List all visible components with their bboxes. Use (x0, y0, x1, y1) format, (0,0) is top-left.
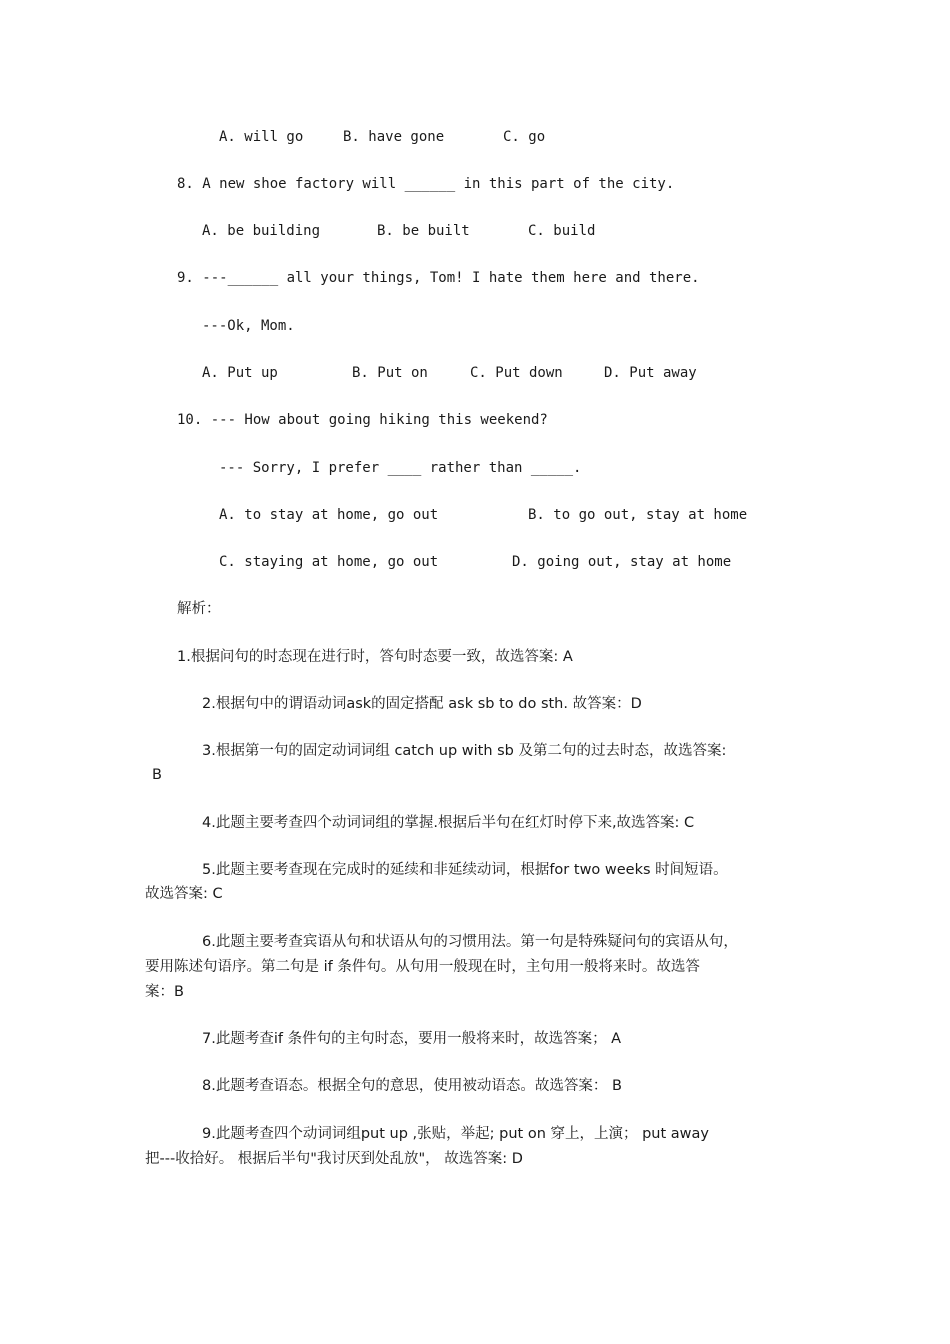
q10-option-a: A. to stay at home, go out (219, 507, 439, 523)
analysis-item-9-line-2: 把---收拾好。 根据后半句"我讨厌到处乱放"， 故选答案: D (145, 1151, 523, 1167)
q9-option-d: D. Put away (604, 365, 697, 381)
analysis-item-8: 8.此题考查语态。根据全句的意思，使用被动语态。故选答案： B (202, 1078, 622, 1094)
q8-option-b: B. be built (377, 223, 470, 239)
analysis-item-4: 4.此题主要考查四个动词词组的掌握.根据后半句在红灯时停下来,故选答案: C (202, 815, 695, 831)
q9-option-c: C. Put down (470, 365, 563, 381)
analysis-item-1: 1.根据问句的时态现在进行时，答句时态要一致，故选答案: A (177, 649, 573, 665)
q8-option-a: A. be building (202, 223, 321, 239)
analysis-item-7: 7.此题考查if 条件句的主句时态，要用一般将来时，故选答案； A (202, 1031, 622, 1047)
analysis-item-2: 2.根据句中的谓语动词ask的固定搭配 ask sb to do sth. 故答案：D (202, 696, 642, 712)
analysis-item-5-line-1: 5.此题主要考查现在完成时的延续和非延续动词，根据for two weeks 时间短语。 (202, 862, 728, 878)
analysis-item-6-line-3: 案：B (145, 984, 184, 1000)
q8-option-c: C. build (528, 223, 596, 239)
analysis-heading: 解析： (177, 601, 221, 617)
q10-stem: 10. --- How about going hiking this weekend? (177, 412, 548, 428)
analysis-item-3-line-1: 3.根据第一句的固定动词词组 catch up with sb 及第二句的过去时态，故选答案: (202, 743, 727, 759)
q9-option-a: A. Put up (202, 365, 278, 381)
analysis-item-5-line-2: 故选答案: C (145, 886, 223, 902)
q9-stem: 9. ---______ all your things, Tom! I hate them here and there. (177, 270, 700, 286)
q7-option-c: C. go (503, 129, 546, 145)
q9-reply: ---Ok, Mom. (202, 318, 295, 334)
analysis-item-6-line-1: 6.此题主要考查宾语从句和状语从句的习惯用法。第一句是特殊疑问句的宾语从句， (202, 934, 738, 950)
q10-reply: --- Sorry, I prefer ____ rather than _____. (219, 460, 582, 476)
q10-option-c: C. staying at home, go out (219, 554, 439, 570)
q10-option-b: B. to go out, stay at home (528, 507, 748, 523)
q9-option-b: B. Put on (352, 365, 428, 381)
q10-option-d: D. going out, stay at home (512, 554, 732, 570)
q7-option-a: A. will go (219, 129, 304, 145)
analysis-item-6-line-2: 要用陈述句语序。第二句是 if 条件句。从句用一般现在时，主句用一般将来时。故选答 (145, 959, 700, 975)
analysis-item-3-line-2: B (152, 767, 162, 783)
q8-stem: 8. A new shoe factory will ______ in this part of the city. (177, 176, 675, 192)
analysis-item-9-line-1: 9.此题考查四个动词词组put up ,张贴，举起; put on 穿上，上演； put away (202, 1126, 709, 1142)
q7-option-b: B. have gone (343, 129, 445, 145)
